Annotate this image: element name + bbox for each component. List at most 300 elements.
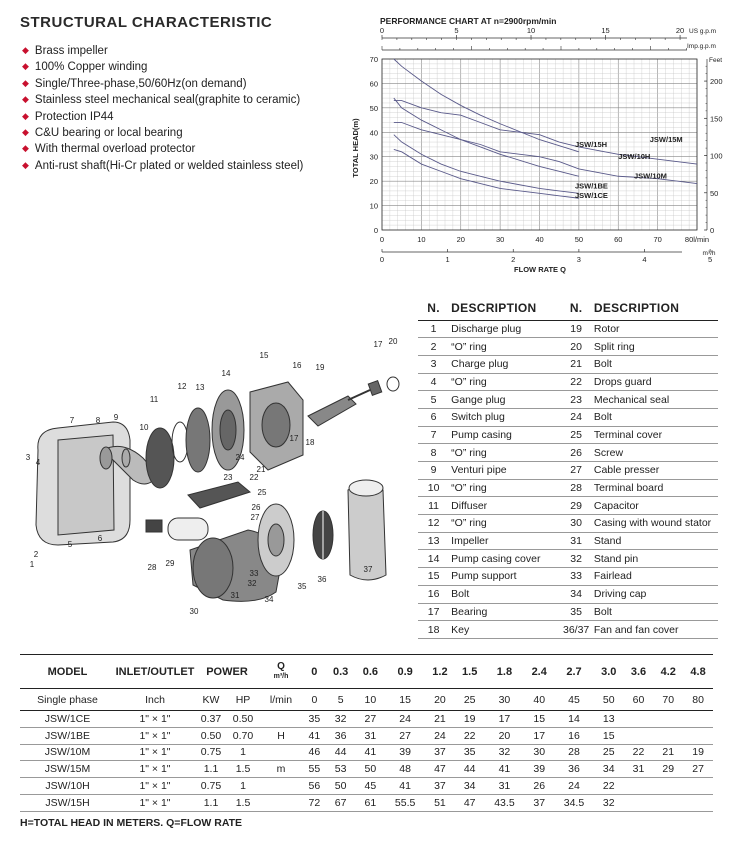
- feet-tick-label: 50: [710, 188, 719, 198]
- part-description: “O” ring: [449, 338, 560, 356]
- q-m3h-header: 4.8: [683, 655, 713, 689]
- parts-row: [418, 444, 718, 462]
- y-tick-label: 20: [369, 177, 378, 187]
- terminal-board: [146, 520, 162, 532]
- part-number: 14: [418, 550, 449, 568]
- callout-label: 10: [139, 423, 149, 432]
- y-tick-label: 0: [373, 226, 378, 235]
- model-cell: 55.5: [385, 794, 425, 811]
- y-tick-label: 10: [369, 201, 378, 211]
- part-description: Rotor: [592, 320, 718, 338]
- model-cell: 48: [385, 761, 425, 778]
- q-lmin-header: 0: [303, 689, 326, 711]
- part-number: 28: [560, 479, 591, 497]
- y-tick-label: 30: [369, 152, 378, 162]
- model-cell: 24: [425, 727, 455, 744]
- callout-label: 7: [69, 416, 75, 425]
- part-description: Venturi pipe: [449, 462, 560, 480]
- model-cell: 27: [683, 761, 713, 778]
- q-m3h-header: 1.2: [425, 655, 455, 689]
- part-number: 24: [560, 408, 591, 426]
- y-tick-label: 50: [369, 103, 378, 113]
- q-lmin-header: 70: [653, 689, 683, 711]
- series-label: JSW/1CE: [574, 191, 608, 201]
- model-cell: 34: [594, 761, 624, 778]
- parts-row: [418, 338, 718, 356]
- model-cell: 44: [455, 761, 485, 778]
- part-description: Bolt: [592, 355, 718, 373]
- model-cell: 1: [227, 778, 259, 795]
- model-cell: 36: [326, 727, 356, 744]
- model-cell: [624, 778, 654, 795]
- part-description: Charge plug: [449, 355, 560, 373]
- feature-item: ◆ 100% Copper winding: [22, 61, 148, 74]
- footnote: H=TOTAL HEAD IN METERS. Q=FLOW RATE: [20, 817, 243, 829]
- callout-label: 34: [264, 595, 274, 604]
- subheader-q: l/min: [259, 689, 303, 711]
- us-gpm-tick-label: 15: [601, 26, 610, 35]
- callout-label: 17: [373, 340, 383, 349]
- model-cell: 41: [385, 778, 425, 795]
- part-number: 2: [418, 338, 449, 356]
- model-cell: 32: [485, 744, 525, 761]
- part-number: 36/37: [560, 621, 591, 639]
- callout-label: 5: [67, 540, 73, 549]
- unit-label: [259, 744, 303, 761]
- series-label: JSW/1BE: [574, 181, 608, 191]
- model-row: [20, 761, 713, 778]
- unit-label: H: [259, 727, 303, 744]
- parts-row: [418, 355, 718, 373]
- subheader-kw: KW: [195, 689, 227, 711]
- part-number: 19: [560, 320, 591, 338]
- bullet-icon: ◆: [22, 110, 29, 121]
- chart-axes: [370, 26, 723, 264]
- x-tick-label: 10: [417, 235, 426, 244]
- model-cell: 17: [485, 711, 525, 728]
- model-cell: 53: [326, 761, 356, 778]
- callout-label: 20: [388, 337, 398, 346]
- part-description: “O” ring: [449, 444, 560, 462]
- part-number: 9: [418, 462, 449, 480]
- feature-item: ◆ Single/Three-phase,50/60Hz(on demand): [22, 77, 247, 90]
- part-description: Gange plug: [449, 391, 560, 409]
- parts-row: [418, 497, 718, 515]
- q-lmin-header: 15: [385, 689, 425, 711]
- model-cell: 27: [385, 727, 425, 744]
- part-description: Fan and fan cover: [592, 621, 718, 639]
- part-number: 18: [418, 621, 449, 639]
- part-number: 25: [560, 426, 591, 444]
- model-row: [20, 744, 713, 761]
- bullet-icon: ◆: [22, 61, 29, 72]
- series-label: JSW/10M: [634, 171, 667, 181]
- part-description: Stand pin: [592, 550, 718, 568]
- callout-label: 25: [257, 488, 267, 497]
- part-description: Switch plug: [449, 408, 560, 426]
- model-cell: [653, 778, 683, 795]
- callout-label: 23: [223, 473, 233, 482]
- model-cell: 1.1: [195, 761, 227, 778]
- model-cell: 47: [425, 761, 455, 778]
- model-cell: 37: [425, 778, 455, 795]
- impeller: [186, 408, 210, 472]
- model-cell: 43.5: [485, 794, 525, 811]
- model-table: [20, 654, 713, 812]
- model-cell: 22: [624, 744, 654, 761]
- parts-row: [418, 479, 718, 497]
- m3h-unit: m³/h: [702, 250, 716, 257]
- part-description: Pump casing: [449, 426, 560, 444]
- q-m3h-header: 0: [303, 655, 326, 689]
- model-cell: 0.37: [195, 711, 227, 728]
- part-description: Drops guard: [592, 373, 718, 391]
- col-header-description: DESCRIPTION: [592, 296, 718, 320]
- model-cell: 67: [326, 794, 356, 811]
- parts-row: [418, 408, 718, 426]
- x-tick-label: 70: [653, 235, 662, 244]
- callout-label: 11: [149, 395, 159, 404]
- part-description: Stand: [592, 532, 718, 550]
- part-description: Bolt: [592, 408, 718, 426]
- part-description: Driving cap: [592, 585, 718, 603]
- bullet-icon: ◆: [22, 159, 29, 170]
- part-description: Split ring: [592, 338, 718, 356]
- series-label: JSW/10H: [618, 152, 651, 162]
- model-cell: 41: [485, 761, 525, 778]
- model-cell: 13: [594, 711, 624, 728]
- unit-label: m: [259, 761, 303, 778]
- model-name: JSW/15H: [20, 794, 115, 811]
- callout-label: 2: [33, 550, 39, 559]
- model-cell: 16: [554, 727, 594, 744]
- imp-gpm-unit: Imp.g.p.m: [687, 43, 716, 50]
- x-tick-label: 60: [614, 235, 623, 244]
- subheader-inlet: Inch: [115, 689, 195, 711]
- model-cell: 1: [227, 744, 259, 761]
- part-description: Fairlead: [592, 568, 718, 586]
- model-cell: 51: [425, 794, 455, 811]
- callout-label: 36: [317, 575, 327, 584]
- y-axis-label: TOTAL HEAD(m): [351, 118, 360, 178]
- section-title-structure: STRUCTURAL CHARACTERISTIC: [20, 14, 273, 31]
- callout-label: 35: [297, 582, 307, 591]
- callout-label: 22: [249, 473, 259, 482]
- model-cell: 0.70: [227, 727, 259, 744]
- part-number: 3: [418, 355, 449, 373]
- callout-label: 1: [29, 560, 35, 569]
- x-tick-label: 80l/min: [684, 235, 710, 244]
- model-cell: [653, 794, 683, 811]
- model-cell: 22: [455, 727, 485, 744]
- callout-label: 12: [177, 382, 187, 391]
- model-cell: 31: [356, 727, 386, 744]
- feature-list: [22, 43, 303, 174]
- part-description: Bolt: [449, 585, 560, 603]
- feet-tick-label: 100: [710, 151, 723, 161]
- model-cell: 21: [653, 744, 683, 761]
- model-cell: 1.5: [227, 761, 259, 778]
- part-number: 7: [418, 426, 449, 444]
- feet-tick-label: 0: [710, 226, 715, 235]
- feet-unit: Feet: [709, 57, 723, 64]
- part-number: 8: [418, 444, 449, 462]
- series-label: JSW/15H: [574, 139, 608, 149]
- model-cell: 50: [326, 778, 356, 795]
- model-cell: 35: [455, 744, 485, 761]
- q-lmin-header: 30: [485, 689, 525, 711]
- model-cell: 24: [385, 711, 425, 728]
- callout-label: 28: [147, 563, 157, 572]
- part-number: 1: [418, 320, 449, 338]
- parts-table: [418, 296, 718, 639]
- bullet-icon: ◆: [22, 127, 29, 138]
- model-cell: 24: [554, 778, 594, 795]
- bullet-icon: ◆: [22, 77, 29, 88]
- chart-grid: [382, 59, 697, 230]
- part-description: Pump support: [449, 568, 560, 586]
- part-description: Bearing: [449, 603, 560, 621]
- model-cell: 39: [385, 744, 425, 761]
- model-cell: 35: [303, 711, 326, 728]
- part-description: Diffuser: [449, 497, 560, 515]
- part-number: 10: [418, 479, 449, 497]
- model-cell: 37: [425, 744, 455, 761]
- callout-label: 21: [256, 465, 266, 474]
- model-cell: 34.5: [554, 794, 594, 811]
- model-cell: 26: [524, 778, 554, 795]
- feature-item: ◆ Stainless steel mechanical seal(graphite to ceramic): [22, 94, 301, 107]
- part-number: 15: [418, 568, 449, 586]
- exploded-view-diagram: [18, 330, 413, 620]
- us-gpm-tick-label: 5: [454, 26, 459, 35]
- q-m3h-header: 4.2: [653, 655, 683, 689]
- model-cell: 36: [554, 761, 594, 778]
- part-description: “O” ring: [449, 373, 560, 391]
- bullet-icon: ◆: [22, 143, 29, 154]
- chart-series: [394, 59, 697, 200]
- model-cell: [653, 711, 683, 728]
- feature-item: ◆ Protection IP44: [22, 110, 114, 123]
- part-number: 31: [560, 532, 591, 550]
- us-gpm-unit: US g.p.m: [689, 28, 717, 35]
- parts-row: [418, 462, 718, 480]
- model-cell: 39: [524, 761, 554, 778]
- m3h-tick-label: 0: [379, 255, 385, 264]
- model-cell: 28: [554, 744, 594, 761]
- model-name: JSW/1BE: [20, 727, 115, 744]
- q-lmin-header: 50: [594, 689, 624, 711]
- model-name: JSW/1CE: [20, 711, 115, 728]
- part-description: Capacitor: [592, 497, 718, 515]
- model-cell: 31: [485, 778, 525, 795]
- part-number: 17: [418, 603, 449, 621]
- model-row: [20, 711, 713, 728]
- feature-item: ◆ Anti-rust shaft(Hi-Cr plated or welded stainless steel): [22, 159, 304, 172]
- model-name: JSW/15M: [20, 761, 115, 778]
- part-number: 6: [418, 408, 449, 426]
- x-tick-label: 30: [495, 235, 505, 244]
- callout-label: 8: [95, 416, 101, 425]
- model-cell: 14: [554, 711, 594, 728]
- model-cell: [653, 727, 683, 744]
- bullet-icon: ◆: [22, 94, 29, 105]
- parts-row: [418, 603, 718, 621]
- model-cell: [683, 778, 713, 795]
- col-header-n: N.: [418, 296, 449, 320]
- part-number: 13: [418, 532, 449, 550]
- parts-row: [418, 550, 718, 568]
- unit-label: [259, 778, 303, 795]
- part-number: 32: [560, 550, 591, 568]
- col-header-q: Q m³/h: [259, 655, 303, 689]
- y-tick-label: 60: [369, 79, 378, 89]
- model-cell: 46: [303, 744, 326, 761]
- part-description: Screw: [592, 444, 718, 462]
- unit-label: [259, 794, 303, 811]
- model-cell: 55: [303, 761, 326, 778]
- col-header-description: DESCRIPTION: [449, 296, 560, 320]
- terminal-cover: [188, 482, 250, 508]
- us-gpm-tick-label: 20: [675, 26, 685, 35]
- us-gpm-tick-label: 0: [379, 26, 385, 35]
- model-cell: 21: [425, 711, 455, 728]
- callout-label: 19: [315, 363, 325, 372]
- callout-label: 17: [289, 434, 299, 443]
- model-cell: 0.75: [195, 778, 227, 795]
- parts-row: [418, 426, 718, 444]
- x-tick-label: 0: [379, 235, 385, 244]
- model-row: [20, 794, 713, 811]
- model-cell: 56: [303, 778, 326, 795]
- part-description: Casing with wound stator: [592, 515, 718, 533]
- model-cell: [683, 727, 713, 744]
- part-number: 30: [560, 515, 591, 533]
- model-cell: 15: [594, 727, 624, 744]
- q-lmin-header: 45: [554, 689, 594, 711]
- parts-row: [418, 532, 718, 550]
- q-m3h-header: 2.4: [524, 655, 554, 689]
- model-cell: 0.50: [227, 711, 259, 728]
- model-name: JSW/10M: [20, 744, 115, 761]
- model-cell: 32: [594, 794, 624, 811]
- part-description: Bolt: [592, 603, 718, 621]
- model-cell: 25: [594, 744, 624, 761]
- model-cell: 0.75: [195, 744, 227, 761]
- bullet-icon: ◆: [22, 45, 29, 55]
- part-number: 22: [560, 373, 591, 391]
- parts-row: [418, 320, 718, 338]
- callout-label: 37: [363, 565, 373, 574]
- model-cell: 0.50: [195, 727, 227, 744]
- q-m3h-header: 3.0: [594, 655, 624, 689]
- y-tick-label: 70: [369, 55, 378, 64]
- callout-label: 3: [25, 453, 31, 462]
- model-cell: 50: [356, 761, 386, 778]
- model-cell: 34: [455, 778, 485, 795]
- part-number: 4: [418, 373, 449, 391]
- model-cell: 30: [524, 744, 554, 761]
- model-cell: 47: [455, 794, 485, 811]
- callout-label: 32: [247, 579, 257, 588]
- model-name: JSW/10H: [20, 778, 115, 795]
- feature-item: ◆ With thermal overload protector: [22, 143, 196, 156]
- q-m3h-header: 3.6: [624, 655, 654, 689]
- parts-row: [418, 391, 718, 409]
- callout-label: 30: [189, 607, 199, 616]
- feet-tick-label: 200: [710, 77, 723, 87]
- parts-row: [418, 621, 718, 639]
- q-lmin-header: 25: [455, 689, 485, 711]
- col-header-model: MODEL: [20, 655, 115, 689]
- model-cell: [624, 727, 654, 744]
- model-cell: [624, 794, 654, 811]
- part-number: 20: [560, 338, 591, 356]
- model-cell: 32: [326, 711, 356, 728]
- callout-label: 18: [305, 438, 315, 447]
- x-tick-label: 20: [456, 235, 465, 244]
- part-number: 26: [560, 444, 591, 462]
- parts-row: [418, 515, 718, 533]
- col-header-inlet: INLET/OUTLET: [115, 655, 195, 689]
- part-description: Impeller: [449, 532, 560, 550]
- diffuser: [146, 428, 174, 488]
- model-cell: 1.5: [227, 794, 259, 811]
- model-cell: 1" × 1": [115, 711, 195, 728]
- q-lmin-header: 60: [624, 689, 654, 711]
- subheader-model: Single phase: [20, 689, 115, 711]
- part-description: Key: [449, 621, 560, 639]
- col-header-n: N.: [560, 296, 591, 320]
- model-cell: 1" × 1": [115, 761, 195, 778]
- callout-label: 29: [165, 559, 175, 568]
- capacitor: [168, 518, 208, 540]
- parts-row: [418, 585, 718, 603]
- callout-label: 31: [230, 591, 240, 600]
- part-number: 5: [418, 391, 449, 409]
- callout-label: 27: [250, 513, 260, 522]
- q-m3h-header: 1.8: [485, 655, 525, 689]
- us-gpm-tick-label: 10: [526, 26, 536, 35]
- part-description: Pump casing cover: [449, 550, 560, 568]
- parts-row: [418, 373, 718, 391]
- model-cell: 61: [356, 794, 386, 811]
- subheader-hp: HP: [227, 689, 259, 711]
- fan: [313, 511, 333, 559]
- model-cell: 29: [653, 761, 683, 778]
- m3h-tick-label: 3: [576, 255, 581, 264]
- x-tick-label: 50: [574, 235, 584, 244]
- part-number: 11: [418, 497, 449, 515]
- feature-item: ◆ Brass impeller: [22, 45, 108, 57]
- part-number: 16: [418, 585, 449, 603]
- model-row: [20, 727, 713, 744]
- feet-tick-label: 150: [710, 114, 723, 124]
- unit-label: [259, 711, 303, 728]
- m3h-tick-label: 5: [708, 255, 713, 264]
- part-number: 27: [560, 462, 591, 480]
- y-tick-label: 40: [369, 128, 378, 138]
- model-cell: 17: [524, 727, 554, 744]
- callout-label: 13: [195, 383, 205, 392]
- performance-chart: [340, 8, 725, 278]
- model-cell: 1" × 1": [115, 744, 195, 761]
- m3h-tick-label: 2: [511, 255, 516, 264]
- parts-row: [418, 568, 718, 586]
- model-cell: 72: [303, 794, 326, 811]
- part-number: 21: [560, 355, 591, 373]
- m3h-tick-label: 4: [642, 255, 647, 264]
